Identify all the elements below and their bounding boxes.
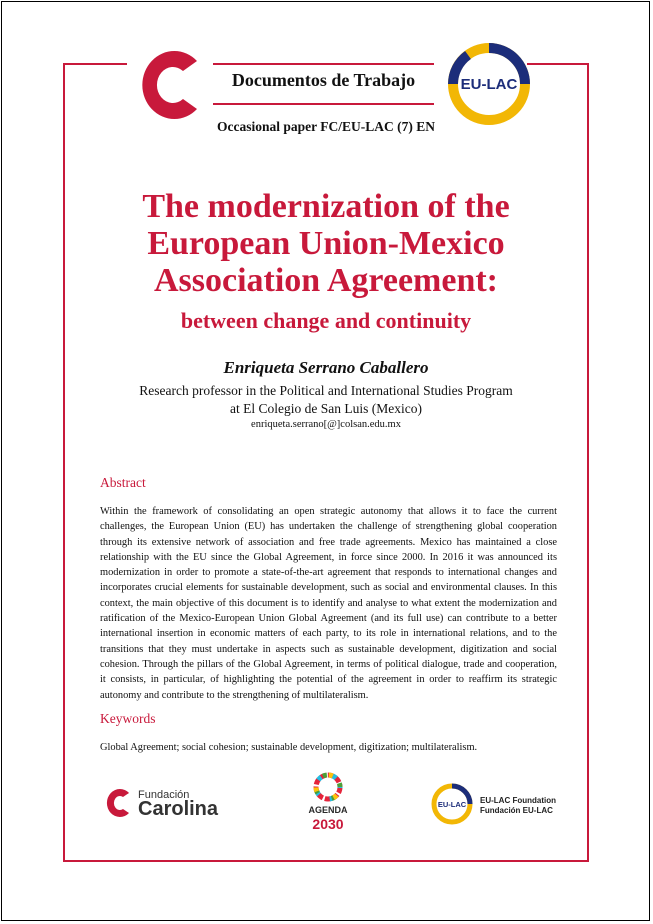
frame-line [527, 63, 589, 65]
fundacion-carolina-logo [103, 783, 228, 827]
affiliation-line: at El Colegio de San Luis (Mexico) [230, 401, 422, 416]
title-line: European Union-Mexico [147, 225, 505, 262]
series-title: Documentos de Trabajo [231, 70, 416, 90]
paper-title [70, 188, 582, 299]
eu-lac-logo-text: EU-LAC [460, 76, 518, 93]
keywords-text: Global Agreement; social cohesion; sustainable development, digitization; multilateralism. [100, 742, 478, 753]
frame-line [587, 63, 589, 862]
abstract-text: Within the framework of consolidating an open strategic autonomy that allows it to face the current challenges, the European Union (EU) has undertaken the challenge of strengthening global cooperation through its extensive network of association and free trade agreements. Mexico has maintained a close relationship with the EU since the Global Agreement, in force since 2000. In 2016 it was announced its modernization in order to promote a state-of-the-art agreement that responds to international changes and incorporates crucial elements for sustainable development, such as social and environmental clauses. In this context, the main objective of this document is to identify and analyse to what extent the modernization and ratification of the Mexico-European Union Global Agreement (and its full use) can contribute to a better international insertion in economic matters of each party, to its role in international relations, and to the transitions that they must undertake in aspects such as sustainable development, digitization and social cohesion. Through the pillars of the Global Agreement, in terms of political dialogue, trade and cooperation, it consists, in particular, of highlighting the potential of the agreement in order to reaffirm its strategic autonomy and contribute to the strengthening of multilateralism. [100, 506, 557, 701]
fundacion-carolina-c-icon [103, 785, 133, 821]
fc-logo-big-text: Carolina [138, 798, 219, 820]
agenda-word: AGENDA [308, 805, 348, 815]
agenda-year: 2030 [312, 816, 344, 832]
author-affiliation [70, 382, 582, 418]
series-rule [213, 63, 434, 65]
keywords-heading: Keywords [100, 711, 156, 726]
author-name: Enriqueta Serrano Caballero [223, 358, 429, 377]
series-rule [213, 103, 434, 105]
abstract-heading: Abstract [100, 475, 146, 490]
eu-lac-foundation-line2: Fundación EU-LAC [480, 806, 553, 815]
frame-line [63, 860, 589, 862]
fc-logo-small-text: Fundación [138, 789, 190, 801]
fundacion-carolina-c-logo [133, 43, 207, 127]
title-line: The modernization of the [142, 188, 510, 225]
eu-lac-logo [446, 41, 532, 127]
agenda-2030-logo [302, 772, 354, 838]
title-line: Association Agreement: [153, 262, 499, 299]
eu-lac-foundation-line1: EU-LAC Foundation [480, 796, 556, 805]
eu-lac-small-logo-text: EU-LAC [437, 800, 467, 809]
paper-subtitle: between change and continuity [180, 308, 472, 333]
eu-lac-small-logo [430, 782, 474, 826]
author-email: enriqueta.serrano[@]colsan.edu.mx [251, 419, 401, 430]
sdg-wheel-icon [313, 772, 343, 802]
occasional-paper-label: Occasional paper FC/EU-LAC (7) EN [217, 119, 435, 134]
frame-line [63, 63, 65, 862]
frame-line [63, 63, 127, 65]
affiliation-line: Research professor in the Political and International Studies Program [139, 383, 513, 398]
eu-lac-foundation-logo [430, 782, 560, 826]
